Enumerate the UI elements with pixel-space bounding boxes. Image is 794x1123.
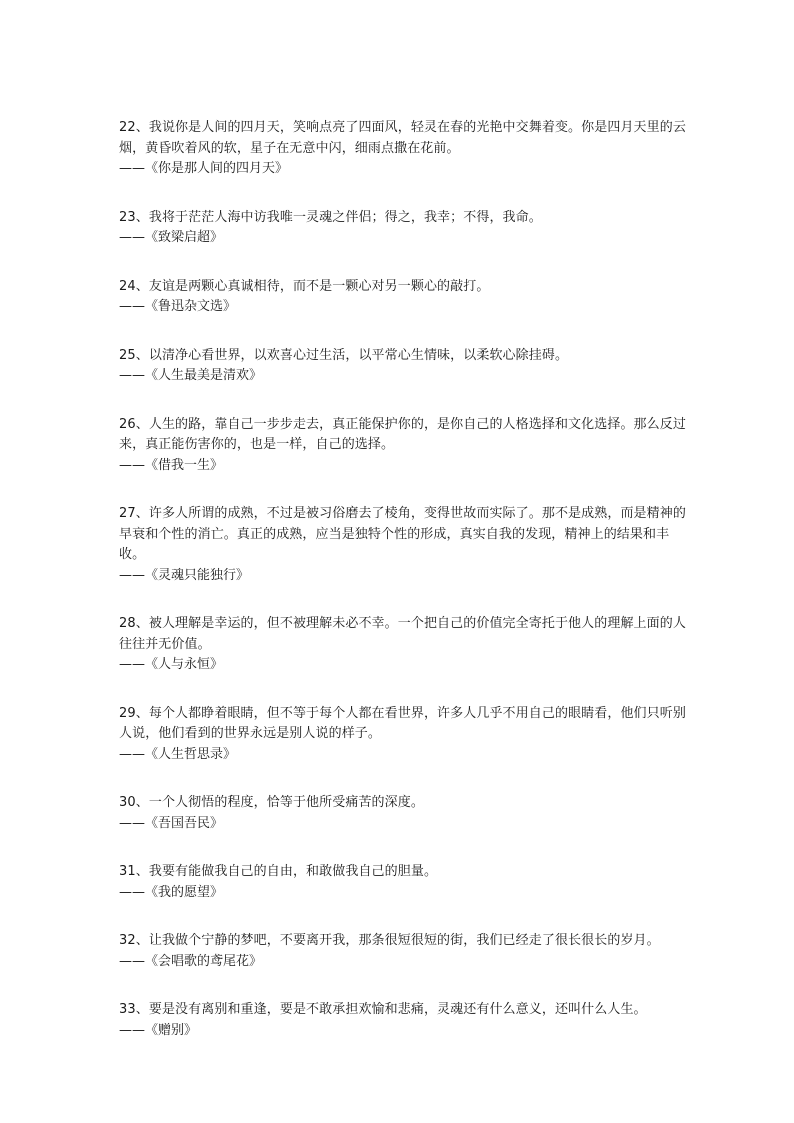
quote-source: ——《人与永恒》	[119, 657, 224, 672]
quote-text: 26、人生的路，靠自己一步步走去，真正能保护你的，是你自己的人格选择和文化选择。那么反过来，真正能伤害你的，也是一样，自己的选择。	[119, 416, 686, 452]
quote-text: 23、我将于茫茫人海中访我唯一灵魂之伴侣；得之，我幸；不得，我命。	[119, 209, 542, 225]
quote-source: ——《灵魂只能独行》	[119, 567, 250, 583]
quote-entry-32	[119, 931, 689, 972]
quote-entry-29	[119, 704, 689, 766]
quote-entry-25	[119, 346, 689, 387]
quote-entry-26	[119, 415, 689, 477]
quote-entry-31	[119, 862, 689, 903]
quote-entry-27	[119, 504, 689, 586]
quote-text: 31、我要有能做我自己的自由，和敢做我自己的胆量。	[119, 864, 438, 879]
quote-text: 33、要是没有离别和重逢，要是不敢承担欢愉和悲痛，灵魂还有什么意义，还叫什么人生。	[119, 1002, 647, 1017]
quote-entry-33	[119, 1000, 689, 1041]
quote-entry-23	[119, 208, 689, 249]
quote-text: 25、以清净心看世界，以欢喜心过生活，以平常心生情味，以柔软心除挂碍。	[119, 347, 569, 363]
quote-source: ——《致梁启超》	[119, 230, 224, 245]
quote-text: 22、我说你是人间的四月天，笑响点亮了四面风，轻灵在春的光艳中交舞着变。你是四月天里的云烟，黄昏吹着风的软，星子在无意中闪，细雨点撒在花前。	[119, 120, 686, 156]
quote-text: 29、每个人都睁着眼睛，但不等于每个人都在看世界，许多人几乎不用自己的眼睛看，他们只听别人说，他们看到的世界永远是别人说的样子。	[119, 705, 686, 741]
quote-source: ——《人生最美是清欢》	[119, 368, 263, 383]
quote-text: 32、让我做个宁静的梦吧，不要离开我，那条很短很短的街，我们已经走了很长很长的岁月。	[119, 933, 660, 948]
quote-text: 24、友谊是两颗心真诚相待，而不是一颗心对另一颗心的敲打。	[119, 278, 490, 294]
quote-text: 28、被人理解是幸运的，但不被理解未必不幸。一个把自己的价值完全寄托于他人的理解上面的人往往并无价值。	[119, 616, 686, 652]
quote-text: 27、许多人所谓的成熟，不过是被习俗磨去了棱角，变得世故而实际了。那不是成熟，而是精神的早衰和个性的消亡。真正的成熟，应当是独特个性的形成，真实自我的发现，精神上的结果和丰收。	[119, 506, 686, 562]
quote-list	[119, 118, 689, 1069]
quote-source: ——《吾国吾民》	[119, 815, 224, 831]
quote-source: ——《赠别》	[119, 1022, 198, 1038]
quote-source: ——《鲁迅杂文选》	[119, 299, 237, 314]
quote-source: ——《借我一生》	[119, 457, 224, 473]
quote-source: ——《我的愿望》	[119, 884, 224, 900]
quote-entry-22	[119, 118, 689, 180]
quote-source: ——《你是那人间的四月天》	[119, 161, 289, 176]
quote-source: ——《会唱歌的鸢尾花》	[119, 953, 263, 969]
quote-text: 30、一个人彻悟的程度，恰等于他所受痛苦的深度。	[119, 795, 424, 810]
quote-entry-28	[119, 614, 689, 676]
quote-source: ——《人生哲思录》	[119, 746, 237, 762]
quote-entry-30	[119, 793, 689, 834]
quote-entry-24	[119, 277, 689, 318]
